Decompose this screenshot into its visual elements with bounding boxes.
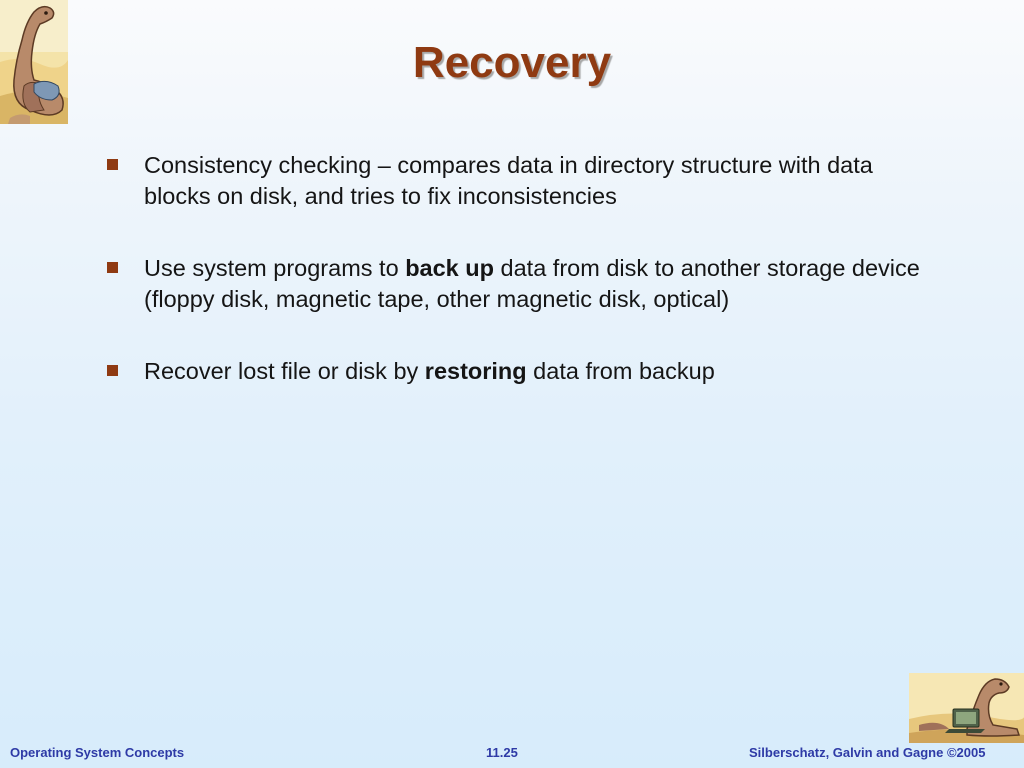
square-bullet-icon: [107, 262, 118, 273]
footer-copyright: Silberschatz, Galvin and Gagne ©2005: [749, 745, 986, 760]
bullet-list: [104, 150, 934, 428]
bullet-text: Recover lost file or disk by: [144, 358, 425, 384]
bullet-item: [104, 253, 934, 315]
bullet-emphasis: restoring: [424, 358, 527, 384]
square-bullet-icon: [107, 365, 118, 376]
bullet-text: data from disk to another storage device (floppy disk, magnetic tape, other magnetic disk, optical): [144, 255, 920, 312]
footer-page-number: 11.25: [486, 745, 518, 760]
bullet-item: [104, 150, 934, 212]
bullet-item: [104, 356, 934, 387]
bullet-text: Consistency checking – compares data in directory structure with data blocks on disk, and tries to fix inconsistencies: [144, 152, 873, 209]
dinosaur-laptop-icon: [909, 673, 1024, 743]
bullet-emphasis: back up: [405, 255, 494, 281]
footer-course-title: Operating System Concepts: [10, 745, 185, 760]
bullet-text: Use system programs to: [144, 255, 406, 281]
square-bullet-icon: [107, 159, 118, 170]
bullet-text: data from backup: [526, 358, 715, 384]
slide-title: Recovery: [412, 38, 612, 87]
